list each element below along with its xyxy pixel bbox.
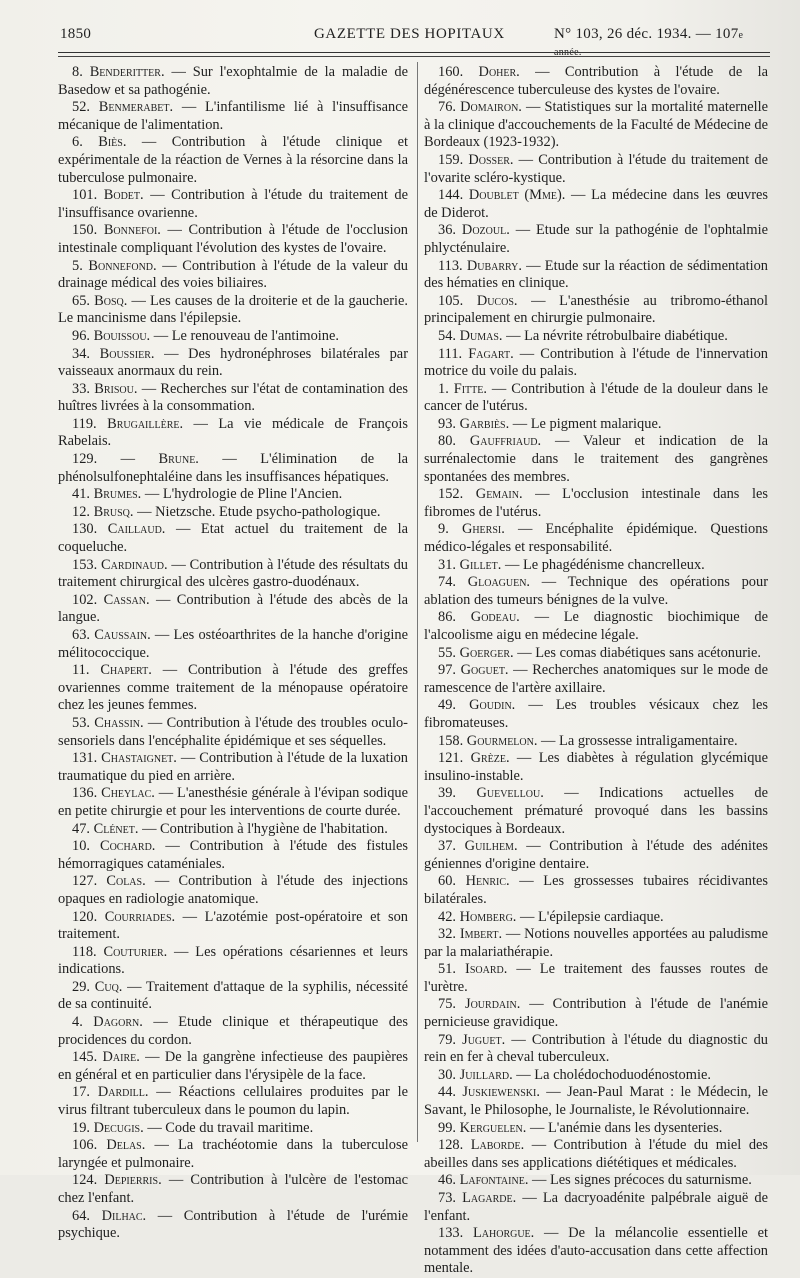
entry-title: — Indications actuelles de l'accouchement prématuré provoqué dans les bassins dystociques à Bordeaux. bbox=[424, 785, 768, 837]
entry-title: — La grossesse intraligamentaire. bbox=[537, 732, 738, 749]
entry-author: Juguet. bbox=[462, 1031, 506, 1048]
entry-title: — Technique des opérations pour ablation des tumeurs bénignes de la vulve. bbox=[424, 574, 768, 608]
thesis-entry bbox=[58, 504, 408, 522]
issue-suffix: e année. bbox=[554, 30, 744, 58]
entry-author: Dozoul. bbox=[461, 222, 510, 239]
entry-number: 119. bbox=[72, 415, 97, 432]
entry-title: — Recherches sur l'état de contamination des huîtres livrées à la consommation. bbox=[58, 380, 408, 415]
entry-title: — Le diagnostic biochimique de l'alcoolisme aigu en médecine légale. bbox=[424, 609, 768, 643]
entry-author: Bosq. bbox=[94, 292, 128, 309]
entry-title: — Réactions cellulaires produites par le virus filtrant tuberculeux dans le poumon du lapin. bbox=[58, 1084, 408, 1119]
entry-author: Bouissou. bbox=[93, 327, 151, 344]
thesis-entry bbox=[58, 134, 408, 187]
thesis-entry bbox=[58, 1120, 408, 1138]
entry-title: — Encéphalite épidémique. Questions médico-légales et responsabilité. bbox=[424, 521, 768, 556]
entry-title: — Etude sur la pathogénie de l'ophtalmie phlycténulaire. bbox=[424, 222, 768, 256]
entry-title: — Traitement d'attaque de la syphilis, nécessité de sa continuité. bbox=[58, 978, 408, 1013]
entry-author: Isoard. bbox=[465, 961, 508, 978]
entry-author: Ducos. bbox=[476, 292, 518, 309]
thesis-entry bbox=[58, 258, 408, 293]
entry-number: 152. bbox=[438, 486, 464, 503]
entry-author: Caussain. bbox=[94, 627, 151, 643]
thesis-entry bbox=[424, 258, 768, 293]
entry-number: 127. bbox=[72, 873, 98, 890]
entry-author: Lafontaine. bbox=[459, 1172, 529, 1189]
entry-number: 33. bbox=[72, 380, 90, 397]
right-column bbox=[424, 64, 768, 1278]
entry-author: Dilhac. bbox=[101, 1207, 147, 1224]
entry-title: — Contribution à l'étude de l'urémie psychique. bbox=[58, 1207, 408, 1242]
entry-author: Chastaignet. bbox=[101, 750, 177, 767]
thesis-entry bbox=[58, 979, 408, 1014]
entry-author: Goudin. bbox=[469, 697, 516, 714]
entry-author: Dumas. bbox=[459, 327, 503, 344]
entry-author: Imbert. bbox=[459, 926, 503, 943]
page-number: 1850 bbox=[60, 26, 92, 42]
thesis-entry bbox=[58, 627, 408, 662]
entry-author: Garbiès. bbox=[459, 415, 510, 432]
entry-title: — La dacryoadénite palpébrale aiguë de l'enfant. bbox=[424, 1190, 768, 1224]
entry-author: Daire. bbox=[102, 1049, 140, 1066]
entry-number: 99. bbox=[438, 1119, 456, 1136]
thesis-entry bbox=[424, 785, 768, 838]
entry-author: Decugis. bbox=[93, 1119, 144, 1136]
entry-author: Biès. bbox=[98, 134, 127, 151]
entry-title: — Contribution à l'étude des adénites géniennes d'origine dentaire. bbox=[424, 838, 768, 872]
entry-number: 128. bbox=[438, 1137, 464, 1154]
thesis-entry bbox=[58, 222, 408, 257]
thesis-entry bbox=[424, 1032, 768, 1067]
entry-number: 131. bbox=[72, 750, 98, 767]
entry-number: 17. bbox=[72, 1084, 90, 1101]
entry-author: Fagart. bbox=[468, 345, 514, 362]
entry-title: — Les signes précoces du saturnisme. bbox=[528, 1172, 752, 1189]
entry-author: Fitte. bbox=[453, 380, 487, 397]
entry-title: — Contribution à l'étude du traitement de l'insuffisance ovarienne. bbox=[58, 187, 408, 221]
entry-title: — L'infantilisme lié à l'insuffisance mécanique de l'alimentation. bbox=[58, 99, 408, 133]
entry-title: — Etude clinique et thérapeutique des procidences du cordon. bbox=[58, 1014, 408, 1048]
thesis-entry bbox=[424, 416, 768, 434]
entry-number: 8. bbox=[72, 64, 83, 80]
thesis-entry bbox=[424, 645, 768, 663]
entry-author: Cassan. bbox=[103, 591, 150, 608]
thesis-entry bbox=[58, 486, 408, 504]
entry-title: — Notions nouvelles apportées au paludisme par la malariathérapie. bbox=[424, 926, 768, 960]
entry-title: — La trachéotomie dans la tuberculose laryngée et pulmonaire. bbox=[58, 1137, 408, 1171]
entry-number: 121. bbox=[438, 750, 464, 767]
entry-number: 76. bbox=[438, 99, 456, 116]
entry-title: — Les troubles vésicaux chez les fibromateuses. bbox=[424, 697, 768, 731]
entry-title: — Contribution à l'étude des injections opaques en radiologie anatomique. bbox=[58, 873, 408, 907]
header-rule-thick bbox=[58, 52, 770, 53]
thesis-entry bbox=[424, 346, 768, 381]
entry-number: 44. bbox=[438, 1084, 456, 1101]
entry-title: — Code du travail maritime. bbox=[143, 1119, 314, 1136]
entry-number: 73. bbox=[438, 1190, 456, 1206]
entry-author: Boussier. bbox=[99, 345, 155, 362]
entry-title: — Recherches anatomiques sur le mode de ramescence de l'artère axillaire. bbox=[424, 662, 768, 696]
thesis-entry bbox=[424, 750, 768, 785]
thesis-entry bbox=[424, 557, 768, 575]
entry-title: — De la gangrène infectieuse des paupières en général et en particulier dans l'érysipèle de la face. bbox=[58, 1049, 408, 1083]
thesis-entry bbox=[58, 1049, 408, 1084]
thesis-entry bbox=[58, 944, 408, 979]
entry-title: — Contribution à l'étude du traitement de l'ovarite scléro-kystique. bbox=[424, 151, 768, 186]
entry-number: 10. bbox=[72, 838, 90, 855]
thesis-entry bbox=[58, 1014, 408, 1049]
entry-number: 63. bbox=[72, 627, 90, 643]
thesis-entry bbox=[424, 486, 768, 521]
thesis-entry bbox=[424, 152, 768, 187]
entry-number: 49. bbox=[438, 697, 456, 714]
entry-number: 53. bbox=[72, 714, 90, 731]
entry-author: Colas. bbox=[106, 873, 146, 890]
entry-number: 31. bbox=[438, 556, 456, 573]
thesis-entry bbox=[58, 873, 408, 908]
thesis-entry bbox=[58, 785, 408, 820]
entry-title: — Contribution à l'étude de l'innervation motrice du voile du palais. bbox=[424, 345, 768, 380]
thesis-entry bbox=[424, 433, 768, 486]
entry-number: 145. bbox=[72, 1049, 98, 1066]
entry-author: Chapert. bbox=[100, 662, 152, 679]
thesis-entry bbox=[58, 592, 408, 627]
entry-author: Juillard. bbox=[459, 1066, 513, 1083]
entry-author: Delas. bbox=[106, 1137, 146, 1154]
thesis-entry bbox=[58, 346, 408, 381]
entry-number: 42. bbox=[438, 908, 456, 925]
entry-title: — Contribution à l'étude des fistules hémorragiques cataméniales. bbox=[58, 838, 408, 872]
entry-number: 12. bbox=[72, 503, 90, 520]
thesis-entry bbox=[424, 328, 768, 346]
entry-number: 37. bbox=[438, 838, 456, 855]
entry-author: Dardill. bbox=[97, 1084, 149, 1101]
entry-author: Gemain. bbox=[475, 486, 523, 503]
entry-title: — Contribution à l'étude de la valeur du drainage médical des voies biliaires. bbox=[58, 257, 408, 292]
thesis-entry bbox=[58, 1137, 408, 1172]
entry-title: — De la mélancolie essentielle et notamment des idées d'auto-accusation dans cette affection mentale. bbox=[424, 1225, 768, 1277]
entry-title: — L'élimination de la phénolsulfonephtaléine dans les insuffisances hépatiques. bbox=[58, 451, 408, 485]
entry-title: — Les opérations césariennes et leurs indications. bbox=[58, 943, 408, 978]
journal-title: GAZETTE DES HOPITAUX bbox=[314, 26, 505, 42]
entry-number: 130. bbox=[72, 521, 98, 538]
entry-number: 159. bbox=[438, 151, 464, 168]
entry-number: 51. bbox=[438, 961, 456, 978]
entry-author: Goguet. bbox=[460, 662, 509, 679]
entry-title: — Le pigment malarique. bbox=[509, 415, 662, 432]
entry-author: Guevellou. bbox=[476, 785, 544, 802]
entry-title: — Jean-Paul Marat : le Médecin, le Savant, le Philosophe, le Journaliste, le Révolutionnaire. bbox=[424, 1084, 768, 1119]
entry-number: 120. bbox=[72, 908, 98, 925]
entry-title: — Contribution à l'étude du diagnostic du rein en fer à cheval tuberculeux. bbox=[424, 1031, 768, 1066]
entry-title: — Contribution à l'étude clinique et expérimentale de la réaction de Vernes à la résorcine dans la tuberculose pulmonaire. bbox=[58, 134, 408, 186]
entry-title: — Valeur et indication de la surrénalectomie dans le traitement des gangrènes spontanées des membres. bbox=[424, 433, 768, 485]
thesis-entry bbox=[424, 1120, 768, 1138]
entry-title: — Contribution à l'étude des troubles oculo-sensoriels dans l'encéphalite épidémique et ses séquelles. bbox=[58, 714, 408, 749]
issue-text: N° 103, 26 déc. 1934. — 107 bbox=[554, 26, 739, 42]
thesis-entry bbox=[424, 99, 768, 152]
entry-author: Dosser. bbox=[468, 151, 514, 168]
entry-author: Cheylac. bbox=[101, 785, 155, 802]
entry-number: 6. bbox=[72, 134, 83, 151]
thesis-entry bbox=[424, 926, 768, 961]
entry-author: Benmerabet. bbox=[98, 99, 174, 116]
entry-title: — Sur l'exophtalmie de la maladie de Basedow et sa pathogénie. bbox=[58, 64, 408, 98]
entry-number: 11. bbox=[72, 662, 90, 679]
entry-title: — Contribution à l'étude de la luxation traumatique du pied en arrière. bbox=[58, 750, 408, 784]
entry-number: 9. bbox=[438, 521, 449, 538]
entry-author: Guilhem. bbox=[464, 838, 518, 855]
entry-number: 74. bbox=[438, 574, 456, 591]
thesis-entry bbox=[58, 1084, 408, 1119]
entry-number: 113. bbox=[438, 257, 463, 274]
issue-info bbox=[554, 26, 768, 60]
entry-title: — Etat actuel du traitement de la coqueluche. bbox=[58, 521, 408, 556]
entry-number: 124. bbox=[72, 1172, 98, 1189]
entry-number: 65. bbox=[72, 292, 90, 309]
thesis-entry bbox=[58, 416, 408, 451]
entry-number: 32. bbox=[438, 926, 456, 943]
thesis-entry bbox=[58, 838, 408, 873]
entry-title: — Nietzsche. Etude psycho-pathologique. bbox=[133, 503, 381, 520]
entry-author: Brusq. bbox=[93, 503, 134, 520]
entry-number: 19. bbox=[72, 1119, 90, 1136]
entry-author: Homberg. bbox=[459, 908, 517, 925]
entry-title: — Les ostéoarthrites de la hanche d'origine mélitococcique. bbox=[58, 627, 408, 661]
entry-author: Lagarde. bbox=[462, 1190, 517, 1206]
entry-number: 64. bbox=[72, 1207, 90, 1224]
entry-title: — L'anémie dans les dysenteries. bbox=[526, 1119, 723, 1136]
entry-number: 47. bbox=[72, 820, 90, 837]
thesis-entry bbox=[424, 293, 768, 328]
thesis-entry bbox=[424, 873, 768, 908]
entry-number: 34. bbox=[72, 345, 90, 362]
entry-author: Caillaud. bbox=[107, 521, 166, 538]
entry-number: 29. bbox=[72, 978, 90, 995]
thesis-entry bbox=[58, 909, 408, 944]
entry-author: Gloaguen. bbox=[467, 574, 531, 591]
thesis-entry bbox=[58, 557, 408, 592]
entry-number: 60. bbox=[438, 873, 456, 890]
entry-number: 129. bbox=[72, 451, 98, 468]
entry-author: Dubarry. bbox=[466, 257, 522, 274]
entry-title: — Les comas diabétiques sans acétonurie. bbox=[513, 644, 761, 661]
thesis-entry bbox=[424, 574, 768, 609]
entry-author: Laborde. bbox=[470, 1137, 525, 1154]
thesis-entry bbox=[424, 961, 768, 996]
entry-number: 36. bbox=[438, 222, 456, 239]
entry-author: Cardinaud. bbox=[101, 556, 168, 573]
entry-author: Kerguelen. bbox=[459, 1119, 527, 1136]
thesis-entry bbox=[58, 381, 408, 416]
entry-number: 102. bbox=[72, 591, 98, 608]
entry-author: Benderitter. bbox=[89, 64, 165, 80]
entry-author: Cuq. bbox=[94, 978, 123, 995]
entry-author: Depierris. bbox=[104, 1172, 162, 1189]
thesis-entry bbox=[58, 451, 408, 486]
thesis-entry bbox=[424, 697, 768, 732]
entry-number: 80. bbox=[438, 433, 456, 450]
thesis-entry bbox=[58, 328, 408, 346]
thesis-entry bbox=[424, 1137, 768, 1172]
entry-number: 144. bbox=[438, 187, 464, 204]
entry-number: 133. bbox=[438, 1225, 464, 1242]
entry-title: — Contribution à l'étude des greffes ovariennes comme traitement de la ménopause opératoire chez les jeunes femmes. bbox=[58, 662, 408, 714]
thesis-entry bbox=[58, 1208, 408, 1243]
thesis-entry bbox=[58, 293, 408, 328]
entry-number: 79. bbox=[438, 1031, 456, 1048]
entry-number: 150. bbox=[72, 222, 98, 239]
entry-title: — Contribution à l'étude de l'anémie pernicieuse gravidique. bbox=[424, 996, 768, 1031]
entry-author: — Brune. bbox=[120, 451, 199, 468]
entry-number: 153. bbox=[72, 556, 98, 573]
entry-author: Brugaillère. bbox=[107, 415, 184, 432]
entry-author: Brumes. bbox=[93, 486, 142, 503]
entry-author: Brisou. bbox=[94, 380, 138, 397]
entry-title: — Contribution à l'étude du miel des abeilles dans ses applications diététiques et médicales. bbox=[424, 1137, 768, 1171]
entry-author: Cochard. bbox=[99, 838, 156, 855]
page-header bbox=[58, 26, 768, 58]
thesis-entry bbox=[58, 662, 408, 715]
entry-number: 5. bbox=[72, 257, 83, 274]
entry-number: 96. bbox=[72, 327, 90, 344]
entry-title: — L'anesthésie générale à l'évipan sodique en petite chirurgie et pour les interventions de courte durée. bbox=[58, 785, 408, 819]
entry-number: 55. bbox=[438, 644, 456, 661]
entry-title: — La vie médicale de François Rabelais. bbox=[58, 415, 408, 450]
entry-number: 75. bbox=[438, 996, 456, 1013]
thesis-entry bbox=[424, 1190, 768, 1225]
entry-title: — L'occlusion intestinale dans les fibromes de l'utérus. bbox=[424, 486, 768, 520]
entry-title: — Les causes de la droiterie et de la gaucherie. Le mancinisme dans l'épilepsie. bbox=[58, 292, 408, 327]
thesis-entry bbox=[58, 64, 408, 99]
entry-title: — Contribution à l'étude des abcès de la langue. bbox=[58, 591, 408, 626]
entry-author: Bonnefoi. bbox=[103, 222, 161, 239]
entry-number: 106. bbox=[72, 1137, 98, 1154]
entry-title: — Contribution à l'étude de la dégénérescence tuberculeuse des kystes de l'ovaire. bbox=[424, 64, 768, 98]
entry-number: 41. bbox=[72, 486, 90, 503]
entry-title: — Des hydronéphroses bilatérales par vaisseaux anormaux du rein. bbox=[58, 345, 408, 380]
entry-title: — Le phagédénisme chancrelleux. bbox=[501, 556, 705, 573]
entry-number: 4. bbox=[72, 1014, 83, 1031]
thesis-entry bbox=[58, 715, 408, 750]
entry-author: Henric. bbox=[465, 873, 510, 890]
thesis-entry bbox=[58, 521, 408, 556]
thesis-entry bbox=[58, 187, 408, 222]
entry-number: 86. bbox=[438, 609, 456, 626]
entry-title: — Contribution à l'étude de l'occlusion intestinale compliquant l'évolution des kystes de l'ovaire. bbox=[58, 222, 408, 256]
thesis-entry bbox=[424, 1225, 768, 1278]
thesis-entry bbox=[424, 64, 768, 99]
left-column bbox=[58, 64, 408, 1243]
entry-number: 160. bbox=[438, 64, 464, 80]
entry-author: Ghersi. bbox=[461, 521, 505, 538]
entry-number: 39. bbox=[438, 785, 456, 802]
thesis-entry bbox=[424, 609, 768, 644]
entry-title: — Statistiques sur la mortalité maternelle à la clinique d'accouchements de la Faculté de Médecine de Bordeaux (1923-1932). bbox=[424, 99, 768, 151]
thesis-entry bbox=[424, 187, 768, 222]
entry-author: Gourmelon. bbox=[466, 732, 538, 749]
entry-number: 111. bbox=[438, 345, 463, 362]
thesis-entry bbox=[58, 1172, 408, 1207]
entry-title: — Contribution à l'étude de la douleur dans le cancer de l'utérus. bbox=[424, 380, 768, 415]
entry-author: Jourdain. bbox=[464, 996, 521, 1013]
entry-title: — Contribution à l'ulcère de l'estomac chez l'enfant. bbox=[58, 1172, 408, 1206]
entry-author: Chassin. bbox=[94, 714, 144, 731]
entry-number: 52. bbox=[72, 99, 90, 116]
entry-number: 118. bbox=[72, 943, 97, 960]
entry-title: — Le renouveau de l'antimoine. bbox=[150, 327, 339, 344]
entry-title: — Contribution à l'hygiène de l'habitation. bbox=[138, 820, 388, 837]
entry-author: Gillet. bbox=[459, 556, 502, 573]
entry-number: 54. bbox=[438, 327, 456, 344]
entry-author: Juskiewenski. bbox=[462, 1084, 540, 1101]
entry-number: 93. bbox=[438, 415, 456, 432]
entry-title: — L'hydrologie de Pline l'Ancien. bbox=[141, 486, 343, 503]
entry-number: 1. bbox=[438, 380, 449, 397]
entry-title: — La cholédochoduodénostomie. bbox=[512, 1066, 711, 1083]
entry-title: — La névrite rétrobulbaire diabétique. bbox=[502, 327, 728, 344]
thesis-entry bbox=[58, 821, 408, 839]
entry-author: Gauffriaud. bbox=[469, 433, 542, 450]
entry-author: Bonnefond. bbox=[88, 257, 157, 274]
entry-number: 97. bbox=[438, 662, 456, 679]
thesis-entry bbox=[424, 996, 768, 1031]
thesis-entry bbox=[424, 521, 768, 556]
header-rule-thin bbox=[58, 56, 770, 57]
thesis-entry bbox=[424, 222, 768, 257]
entry-author: Grèze. bbox=[470, 750, 510, 767]
entry-number: 101. bbox=[72, 187, 98, 204]
column-divider bbox=[417, 62, 418, 1142]
thesis-entry bbox=[424, 838, 768, 873]
entry-author: Lahorgue. bbox=[472, 1225, 535, 1242]
thesis-entry bbox=[424, 662, 768, 697]
entry-title: — Etude sur la réaction de sédimentation des hématies en clinique. bbox=[424, 257, 768, 292]
entry-title: — Les diabètes à régulation glycémique insulino-instable. bbox=[424, 750, 768, 784]
entry-author: Goerger. bbox=[459, 644, 514, 661]
entry-author: Bodet. bbox=[103, 187, 144, 204]
entry-author: Clénet. bbox=[93, 820, 139, 837]
entry-title: — Contribution à l'étude des résultats du traitement chirurgical des ulcères gastro-duodénaux. bbox=[58, 556, 408, 591]
entry-number: 46. bbox=[438, 1172, 456, 1189]
entry-title: — L'azotémie post-opératoire et son traitement. bbox=[58, 908, 408, 943]
entry-title: — Les grossesses tubaires récidivantes bilatérales. bbox=[424, 873, 768, 907]
thesis-entry bbox=[424, 909, 768, 927]
entry-number: 158. bbox=[438, 732, 464, 749]
entry-author: Doher. bbox=[478, 64, 520, 80]
entry-title: — L'épilepsie cardiaque. bbox=[516, 908, 664, 925]
thesis-entry bbox=[424, 1172, 768, 1190]
entry-title: — Le traitement des fausses routes de l'urètre. bbox=[424, 961, 768, 995]
thesis-entry bbox=[424, 1084, 768, 1119]
entry-author: Courriades. bbox=[104, 908, 176, 925]
entry-title: — L'anesthésie au tribromo-éthanol principalement en chirurgie pulmonaire. bbox=[424, 292, 768, 327]
thesis-entry bbox=[424, 1067, 768, 1085]
thesis-entry bbox=[424, 381, 768, 416]
thesis-entry bbox=[58, 750, 408, 785]
entry-author: Domairon. bbox=[460, 99, 522, 116]
entry-author: Doublet (Mme). bbox=[468, 187, 566, 204]
entry-author: Dagorn. bbox=[93, 1014, 143, 1031]
entry-number: 105. bbox=[438, 292, 464, 309]
thesis-entry bbox=[58, 99, 408, 134]
entry-title: — La médecine dans les œuvres de Diderot. bbox=[424, 187, 768, 221]
entry-number: 136. bbox=[72, 785, 98, 802]
entry-author: Godeau. bbox=[470, 609, 520, 626]
thesis-entry bbox=[424, 733, 768, 751]
entry-number: 30. bbox=[438, 1066, 456, 1083]
entry-author: Couturier. bbox=[103, 943, 168, 960]
